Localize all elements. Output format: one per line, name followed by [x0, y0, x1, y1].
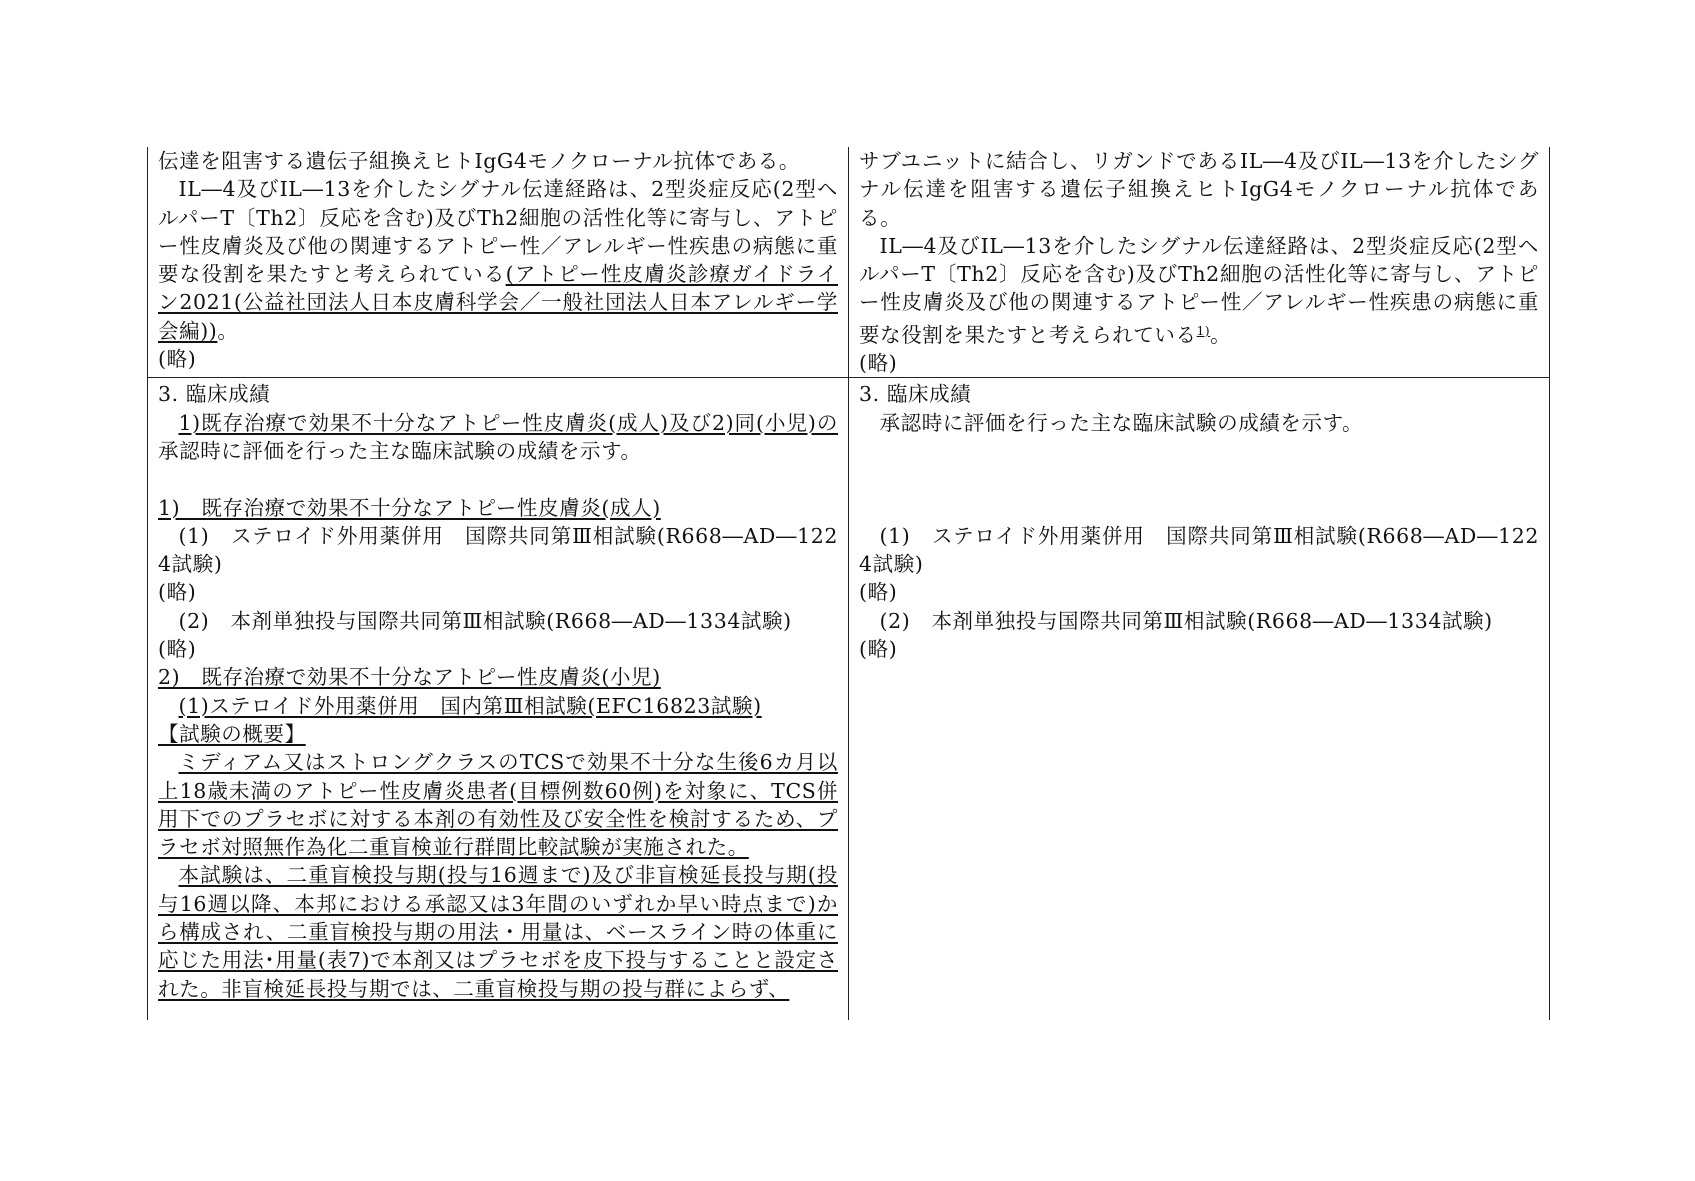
reference-marker: 1): [1196, 323, 1211, 338]
right-item-2: (2) 本剤単独投与国際共同第Ⅲ相試験(R668―AD―1334試験): [879, 608, 1493, 633]
left-top-omitted: (略): [158, 347, 197, 372]
right-top-cell: [849, 147, 1550, 378]
table-row: [148, 147, 1550, 378]
guideline-reference: (アトピー性皮膚炎診療ガイドライン2021(公益社団法人日本皮膚科学会／一般社団法人日本アレルギー学会編)): [158, 262, 839, 343]
right-top-omitted: (略): [859, 351, 898, 376]
left-top-line1: 伝達を阻害する遺伝子組換えヒトIgG4モノクローナル抗体である。: [158, 149, 800, 173]
right-bottom-cell: [849, 378, 1550, 1021]
table-row: [148, 378, 1550, 1021]
section-2-item-1: (1)ステロイド外用薬併用 国内第Ⅲ相試験(EFC16823試験): [178, 693, 762, 718]
right-item-2-omitted: (略): [859, 637, 898, 662]
overview-heading: 【試験の概要】: [158, 721, 306, 746]
section-1-item-2: (2) 本剤単独投与国際共同第Ⅲ相試験(R668―AD―1334試験): [178, 608, 792, 633]
overview-para-2: 本試験は、二重盲検投与期(投与16週まで)及び非盲検延長投与期(投与16週以降、本邦における承認又は3年間のいずれか早い時点まで)から構成され、二重盲検投与期の用法・用量は、ベースライン時の体重に応じた用法･用量(表7)で本剤又はプラセボを皮下投与することと設定された。非盲検延長投与期では、二重盲検投与期の投与群によらず、: [158, 863, 838, 1001]
left-top-para2: IL―4及びIL―13を介したシグナル伝達経路は、2型炎症反応(2型ヘルパーT〔Th2〕反応を含む)及びTh2細胞の活性化等に寄与し、アトピー性皮膚炎及び他の関連するアトピー性／アレルギー性疾患の病態に重要な役割を果たすと考えられている(アトピー性皮膚炎診療ガイドライン2021(公益社団法人日本皮膚科学会／一般社団法人日本アレルギー学会編))。: [158, 177, 839, 343]
right-top-para1: サブユニットに結合し、リガンドであるIL―4及びIL―13を介したシグナル伝達を阻害する遺伝子組換えヒトIgG4モノクローナル抗体である。: [859, 149, 1539, 230]
section-1-title: 1) 既存治療で効果不十分なアトピー性皮膚炎(成人): [158, 495, 661, 520]
right-intro: 承認時に評価を行った主な臨床試験の成績を示す。: [879, 410, 1364, 435]
section-heading: 3. 臨床成績: [859, 382, 972, 407]
left-top-cell: [148, 147, 849, 378]
left-bottom-cell: [148, 378, 849, 1021]
left-intro: 1)既存治療で効果不十分なアトピー性皮膚炎(成人)及び2)同(小児)の承認時に評価を行った主な臨床試験の成績を示す。: [158, 410, 838, 463]
right-item-1: (1) ステロイド外用薬併用 国際共同第Ⅲ相試験(R668―AD―1224試験): [859, 523, 1539, 577]
right-top-para2: IL―4及びIL―13を介したシグナル伝達経路は、2型炎症反応(2型ヘルパーT〔Th2〕反応を含む)及びTh2細胞の活性化等に寄与し、アトピー性皮膚炎及び他の関連するアトピー性／アレルギー性疾患の病態に重要な役割を果たすと考えられている$^{1)}$。: [859, 233, 1539, 347]
section-1-item-2-omitted: (略): [158, 637, 197, 662]
section-2-title: 2) 既存治療で効果不十分なアトピー性皮膚炎(小児): [158, 665, 661, 690]
section-1-item-1-omitted: (略): [158, 580, 197, 605]
section-heading: 3. 臨床成績: [158, 382, 271, 407]
right-item-1-omitted: (略): [859, 580, 898, 605]
section-1-item-1: (1) ステロイド外用薬併用 国際共同第Ⅲ相試験(R668―AD―1224試験): [158, 523, 838, 577]
overview-para-1: ミディアム又はストロングクラスのTCSで効果不十分な生後6カ月以上18歳未満のアトピー性皮膚炎患者(目標例数60例)を対象に、TCS併用下でのプラセボに対する本剤の有効性及び安全性を検討するため、プラセボ対照無作為化二重盲検並行群間比較試験が実施された。: [158, 750, 838, 860]
comparison-table: [147, 147, 1550, 1020]
